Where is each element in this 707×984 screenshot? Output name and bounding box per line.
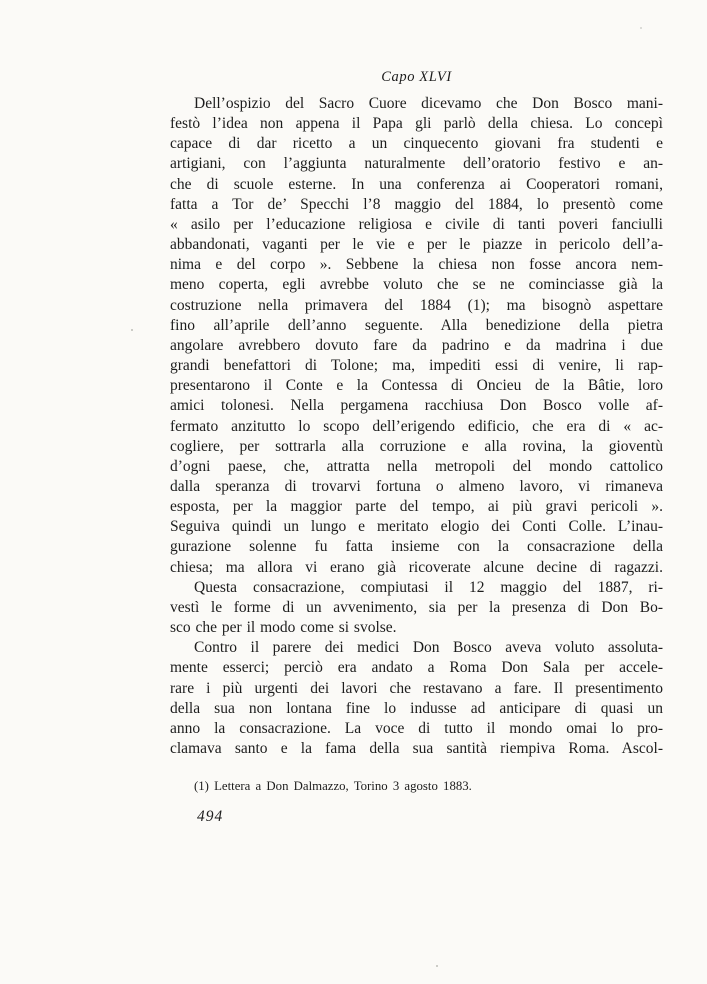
text-line: anno la consacrazione. La voce di tutto il mondo omai lo pro-	[170, 719, 663, 737]
text-line: meno coperta, egli avrebbe voluto che se ne cominciasse già la	[170, 276, 663, 294]
scan-speck	[640, 27, 642, 29]
text-line: mente esserci; perciò era andato a Roma Don Sala per accele-	[170, 659, 663, 677]
text-line: sco che per il modo come si svolse.	[170, 619, 397, 637]
text-line: abbandonati, vaganti per le vie e per le piazze in pericolo dell’a-	[170, 236, 663, 254]
text-line: vestì le forme di un avvenimento, sia per la presenza di Don Bo-	[170, 598, 663, 616]
text-line: nima e del corpo ». Sebbene la chiesa non fosse ancora nem-	[170, 256, 663, 274]
text-line: cogliere, per sottrarla alla corruzione e alla rovina, la gioventù	[170, 437, 663, 455]
page-number: 494	[197, 808, 224, 825]
text-line: chiesa; ma allora vi erano già ricoverate alcune decine di ragazzi.	[170, 558, 663, 576]
scan-speck	[131, 329, 133, 331]
text-line: fermato anzitutto lo scopo dell’erigendo edificio, che era di « ac-	[170, 417, 663, 435]
text-line: Questa consacrazione, compiutasi il 12 maggio del 1887, ri-	[194, 578, 663, 596]
text-line: angolare avrebbero dovuto fare da padrino e da madrina i due	[170, 336, 663, 354]
text-line: clamava santo e la fama della sua santità riempiva Roma. Ascol-	[170, 740, 663, 757]
text-line: capace di dar ricetto a un cinquecento giovani fra studenti e	[170, 135, 663, 153]
body-text	[170, 94, 663, 759]
text-line: della sua non lontana fine lo indusse ad anticipare di quasi un	[170, 699, 663, 717]
text-line: grandi benefattori di Tolone; ma, impediti essi di venire, li rap-	[170, 357, 663, 375]
text-line: artigiani, con l’aggiunta naturalmente dell’oratorio festivo e an-	[170, 155, 663, 173]
text-line: Dell’ospizio del Sacro Cuore dicevamo che Don Bosco mani-	[194, 95, 663, 112]
text-line: costruzione nella primavera del 1884 (1); ma bisognò aspettare	[170, 296, 663, 314]
text-line: Seguiva quindi un lungo e meritato elogio dei Conti Colle. L’inau-	[170, 518, 663, 536]
text-line: gurazione solenne fu fatta insieme con la consacrazione della	[170, 538, 663, 556]
text-line: d’ogni paese, che, attratta nella metropoli del mondo cattolico	[170, 457, 663, 475]
text-line: fino all’aprile dell’anno seguente. Alla benedizione della pietra	[170, 316, 663, 334]
text-line: presentarono il Conte e la Contessa di Oncieu de la Bâtie, loro	[170, 377, 663, 395]
text-line: rare i più urgenti dei lavori che restavano a fare. Il presentimento	[170, 679, 663, 697]
chapter-header: Capo XLVI	[381, 69, 452, 85]
text-line: dalla speranza di trovarvi fortuna o almeno lavoro, vi rimaneva	[170, 477, 663, 495]
text-line: che di scuole esterne. In una conferenza ai Cooperatori romani,	[170, 175, 663, 193]
footnote: (1) Lettera a Don Dalmazzo, Torino 3 agosto 1883.	[194, 779, 472, 793]
text-line: esposta, per la maggior parte del tempo, ai più gravi pericoli ».	[170, 498, 663, 516]
text-line: Contro il parere dei medici Don Bosco aveva voluto assoluta-	[194, 639, 663, 657]
scan-speck	[436, 965, 438, 967]
text-line: festò l’idea non appena il Papa gli parlò della chiesa. Lo concepì	[170, 115, 663, 133]
text-line: « asilo per l’educazione religiosa e civile di tanti poveri fanciulli	[170, 215, 663, 233]
text-line: fatta a Tor de’ Specchi l’8 maggio del 1884, lo presentò come	[170, 195, 663, 213]
text-line: amici tolonesi. Nella pergamena racchiusa Don Bosco volle af-	[170, 397, 663, 415]
